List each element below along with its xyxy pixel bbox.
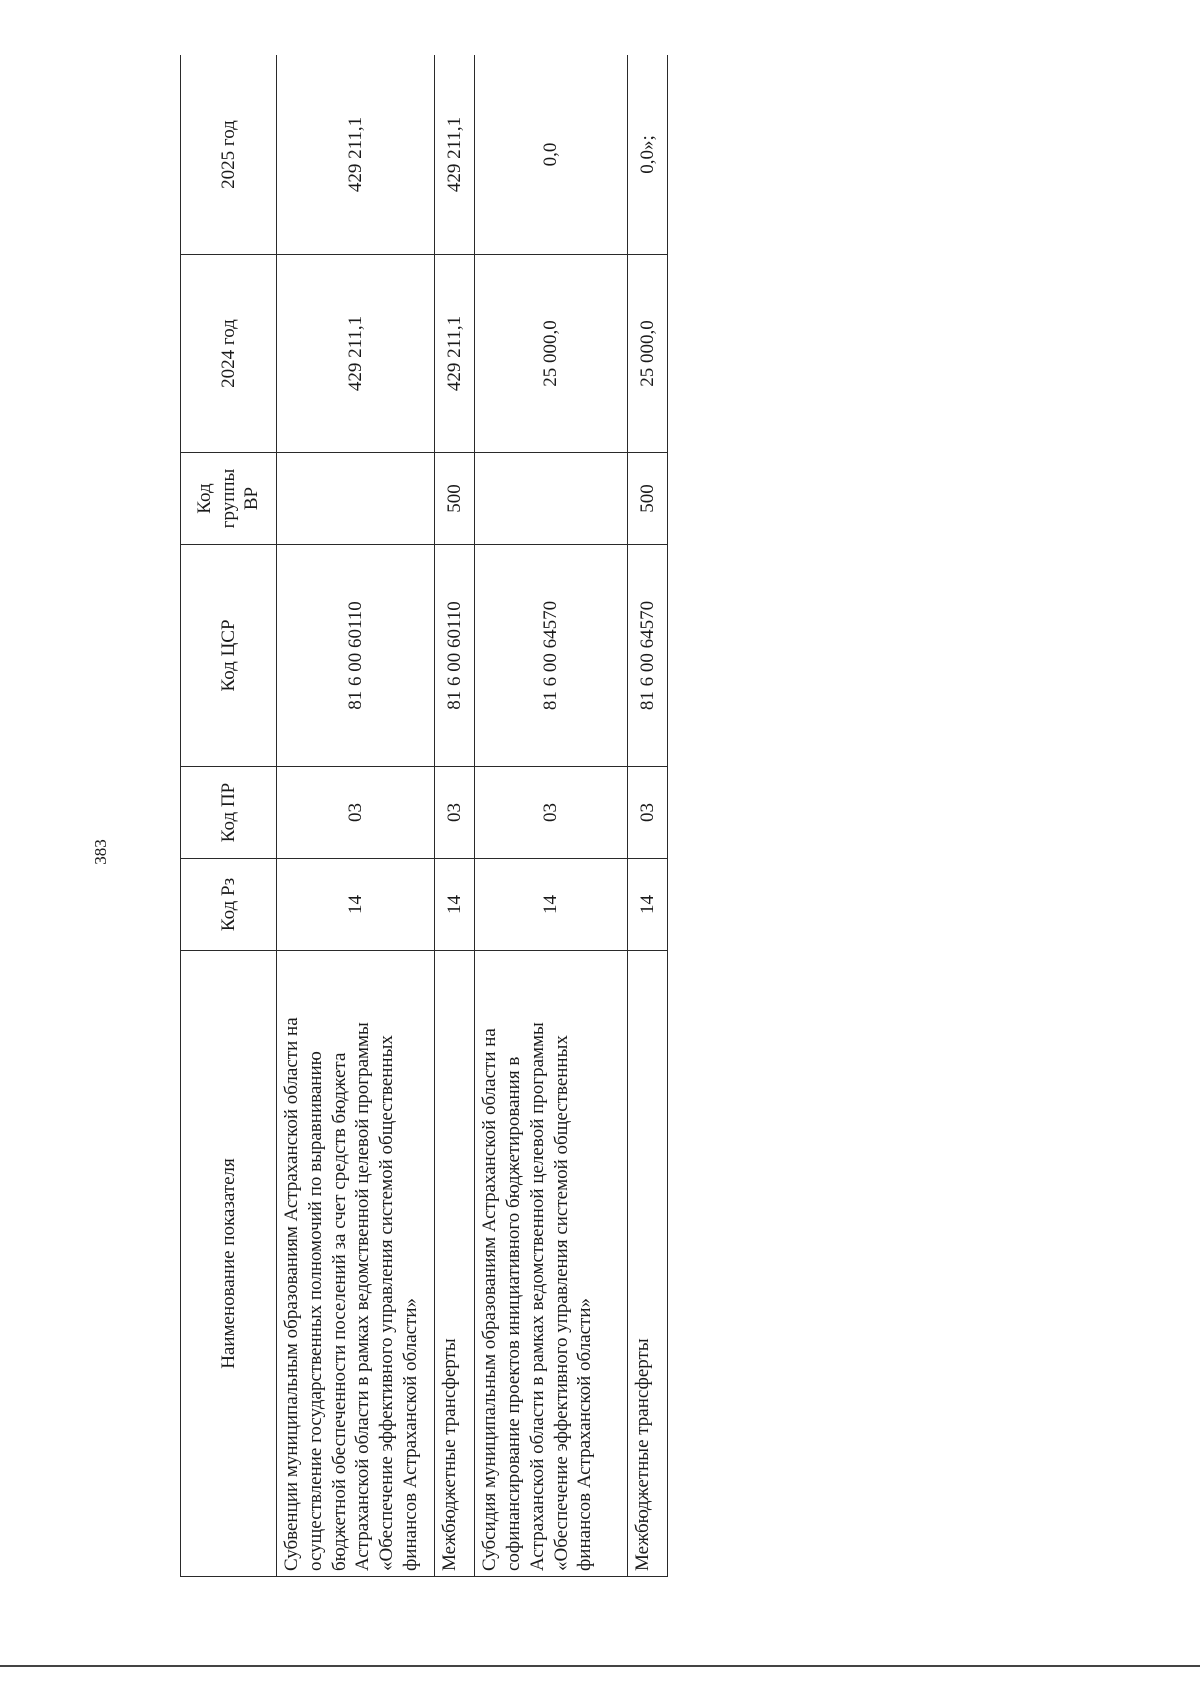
header-rz: Код Рз bbox=[181, 859, 277, 951]
table-row bbox=[435, 55, 475, 1577]
row-name: Субсидия муниципальным образованиям Астраханской области на софинансирование проектов инициативного бюджетирования в Астраханской области в рамках ведомственной целевой программы «Обеспечение эффективного управления системой общественных финансов Астраханской области» bbox=[475, 951, 627, 1577]
row-rz: 14 bbox=[435, 859, 475, 951]
row-vr: 500 bbox=[435, 453, 475, 545]
row-2025: 0,0 bbox=[475, 55, 627, 255]
row-2025: 0,0»; bbox=[627, 55, 667, 255]
row-csr: 81 6 00 60110 bbox=[435, 545, 475, 767]
row-name: Субвенции муниципальным образованиям Астраханской области на осуществление государственных полномочий по выравниванию бюджетной обеспеченности поселений за счет средств бюджета Астраханской области в рамках ведомственной целевой программы «Обеспечение эффективного управления системой общественных финансов Астраханской области» bbox=[277, 951, 435, 1577]
row-pr: 03 bbox=[435, 767, 475, 859]
row-csr: 81 6 00 64570 bbox=[627, 545, 667, 767]
row-2025: 429 211,1 bbox=[435, 55, 475, 255]
header-2024: 2024 год bbox=[181, 255, 277, 453]
row-2024: 25 000,0 bbox=[475, 255, 627, 453]
table-row bbox=[277, 55, 435, 1577]
table-header-row bbox=[181, 55, 277, 1577]
scan-edge-line bbox=[0, 1665, 1200, 1667]
table-row bbox=[627, 55, 667, 1577]
row-2024: 429 211,1 bbox=[435, 255, 475, 453]
header-name: Наименование показателя bbox=[181, 951, 277, 1577]
header-2025: 2025 год bbox=[181, 55, 277, 255]
row-rz: 14 bbox=[277, 859, 435, 951]
budget-table bbox=[180, 55, 668, 1577]
header-pr: Код ПР bbox=[181, 767, 277, 859]
header-csr: Код ЦСР bbox=[181, 545, 277, 767]
row-vr bbox=[277, 453, 435, 545]
row-csr: 81 6 00 64570 bbox=[475, 545, 627, 767]
row-vr bbox=[475, 453, 627, 545]
row-csr: 81 6 00 60110 bbox=[277, 545, 435, 767]
row-rz: 14 bbox=[627, 859, 667, 951]
row-2024: 25 000,0 bbox=[627, 255, 667, 453]
row-2025: 429 211,1 bbox=[277, 55, 435, 255]
header-vr: Код группы ВР bbox=[181, 453, 277, 545]
page-number: 383 bbox=[91, 839, 110, 865]
row-pr: 03 bbox=[277, 767, 435, 859]
row-pr: 03 bbox=[627, 767, 667, 859]
row-name: Межбюджетные трансферты bbox=[435, 951, 475, 1577]
rotated-table-area bbox=[180, 55, 668, 1577]
table-row bbox=[475, 55, 627, 1577]
row-vr: 500 bbox=[627, 453, 667, 545]
row-name: Межбюджетные трансферты bbox=[627, 951, 667, 1577]
row-rz: 14 bbox=[475, 859, 627, 951]
row-pr: 03 bbox=[475, 767, 627, 859]
row-2024: 429 211,1 bbox=[277, 255, 435, 453]
